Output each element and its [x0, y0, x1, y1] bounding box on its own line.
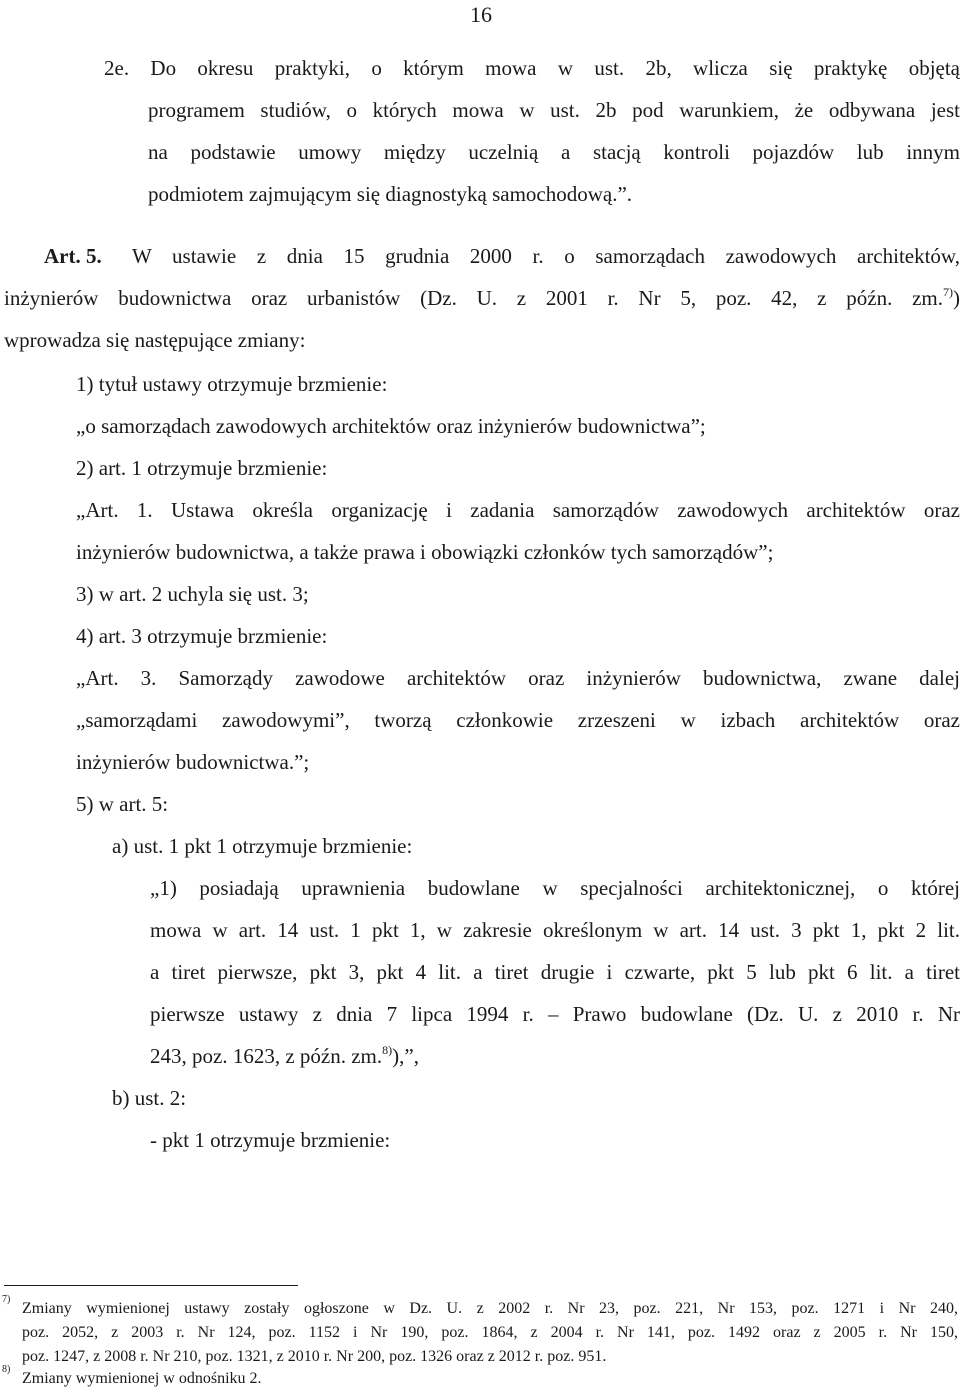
footnote-8-marker: 8) — [2, 1364, 11, 1375]
art-5-line-2-text: inżynierów budownictwa oraz urbanistów (Dz. U. z 2001 r. Nr 5, poz. 42, z późn. zm. — [4, 286, 943, 310]
footnote-separator — [4, 1285, 298, 1286]
item-1-quote: „o samorządach zawodowych architektów oraz inżynierów budownictwa”; — [76, 414, 706, 438]
paragraph-2e-line-2: programem studiów, o których mowa w ust. 2b pod warunkiem, że odbywana jest — [148, 98, 960, 122]
item-5-b-dash: - pkt 1 otrzymuje brzmienie: — [150, 1128, 391, 1152]
item-1: 1) tytuł ustawy otrzymuje brzmienie: — [76, 372, 388, 396]
art-5-label: Art. 5. — [44, 244, 102, 268]
item-5-a: a) ust. 1 pkt 1 otrzymuje brzmienie: — [112, 834, 413, 858]
paragraph-2e-line-1: 2e. Do okresu praktyki, o którym mowa w ust. 2b, wlicza się praktykę objętą — [104, 56, 960, 80]
paragraph-2e-line-3: na podstawie umowy między uczelnią a stacją kontroli pojazdów lub innym — [148, 140, 960, 164]
item-2: 2) art. 1 otrzymuje brzmienie: — [76, 456, 328, 480]
item-5-b: b) ust. 2: — [112, 1086, 187, 1110]
paragraph-2e-line-4: podmiotem zajmującym się diagnostyką samochodową.”. — [148, 182, 633, 206]
item-5-a-quote-line-4: pierwsze ustawy z dnia 7 lipca 1994 r. – Prawo budowlane (Dz. U. z 2010 r. Nr — [150, 1002, 960, 1026]
item-3: 3) w art. 2 uchyla się ust. 3; — [76, 582, 309, 606]
item-5-a-quote-line-5-close: ),”, — [392, 1044, 419, 1068]
art-5-line-1-text: W ustawie z dnia 15 grudnia 2000 r. o samorządach zawodowych architektów, — [132, 244, 960, 268]
item-2-quote-line-1: „Art. 1. Ustawa określa organizację i zadania samorządów zawodowych architektów oraz — [76, 498, 960, 522]
item-5: 5) w art. 5: — [76, 792, 169, 816]
footnote-ref-7: 7) — [943, 285, 953, 299]
item-4-quote-line-2: „samorządami zawodowymi”, tworzą członkowie zrzeszeni w izbach architektów oraz — [76, 708, 960, 732]
footnote-7-mark — [2, 1296, 10, 1314]
page-number: 16 — [470, 2, 492, 27]
footnote-8-line-1: Zmiany wymienionej w odnośniku 2. — [22, 1370, 262, 1387]
art-5-line-2 — [4, 286, 960, 311]
item-5-a-quote-line-2: mowa w art. 14 ust. 1 pkt 1, w zakresie określonym w art. 14 ust. 3 pkt 1, pkt 2 lit. — [150, 918, 960, 942]
item-5-a-quote-line-1: „1) posiadają uprawnienia budowlane w specjalności architektonicznej, o której — [150, 876, 960, 900]
art-5-line-3: wprowadza się następujące zmiany: — [4, 328, 306, 352]
footnote-7-line-1: Zmiany wymienionej ustawy zostały ogłoszone w Dz. U. z 2002 r. Nr 23, poz. 221, Nr 153, poz. 1271 i Nr 240, — [22, 1300, 958, 1317]
footnote-7-line-2: poz. 2052, z 2003 r. Nr 124, poz. 1152 i Nr 190, poz. 1864, z 2004 r. Nr 141, poz. 1492 oraz z 2005 r. Nr 150, — [22, 1324, 958, 1341]
footnote-8-mark — [2, 1366, 10, 1384]
art-5-line-1 — [44, 244, 102, 269]
item-4-quote-line-1: „Art. 3. Samorządy zawodowe architektów oraz inżynierów budownictwa, zwane dalej — [76, 666, 960, 690]
item-5-a-quote-line-3: a tiret pierwsze, pkt 3, pkt 4 lit. a tiret drugie i czwarte, pkt 5 lub pkt 6 lit. a tiret — [150, 960, 960, 984]
footnote-7-marker: 7) — [2, 1294, 11, 1305]
footnote-ref-8: 8) — [382, 1043, 393, 1057]
item-5-a-quote-line-5-text: 243, poz. 1623, z późn. zm. — [150, 1044, 383, 1068]
item-4: 4) art. 3 otrzymuje brzmienie: — [76, 624, 328, 648]
item-5-a-quote-line-5 — [150, 1044, 419, 1069]
art-5-line-2-close: ) — [953, 286, 960, 310]
footnote-7-line-3: poz. 1247, z 2008 r. Nr 210, poz. 1321, z 2010 r. Nr 200, poz. 1326 oraz z 2012 r. poz. 951. — [22, 1348, 607, 1365]
item-2-quote-line-2: inżynierów budownictwa, a także prawa i obowiązki członków tych samorządów”; — [76, 540, 774, 564]
item-4-quote-line-3: inżynierów budownictwa.”; — [76, 750, 310, 774]
